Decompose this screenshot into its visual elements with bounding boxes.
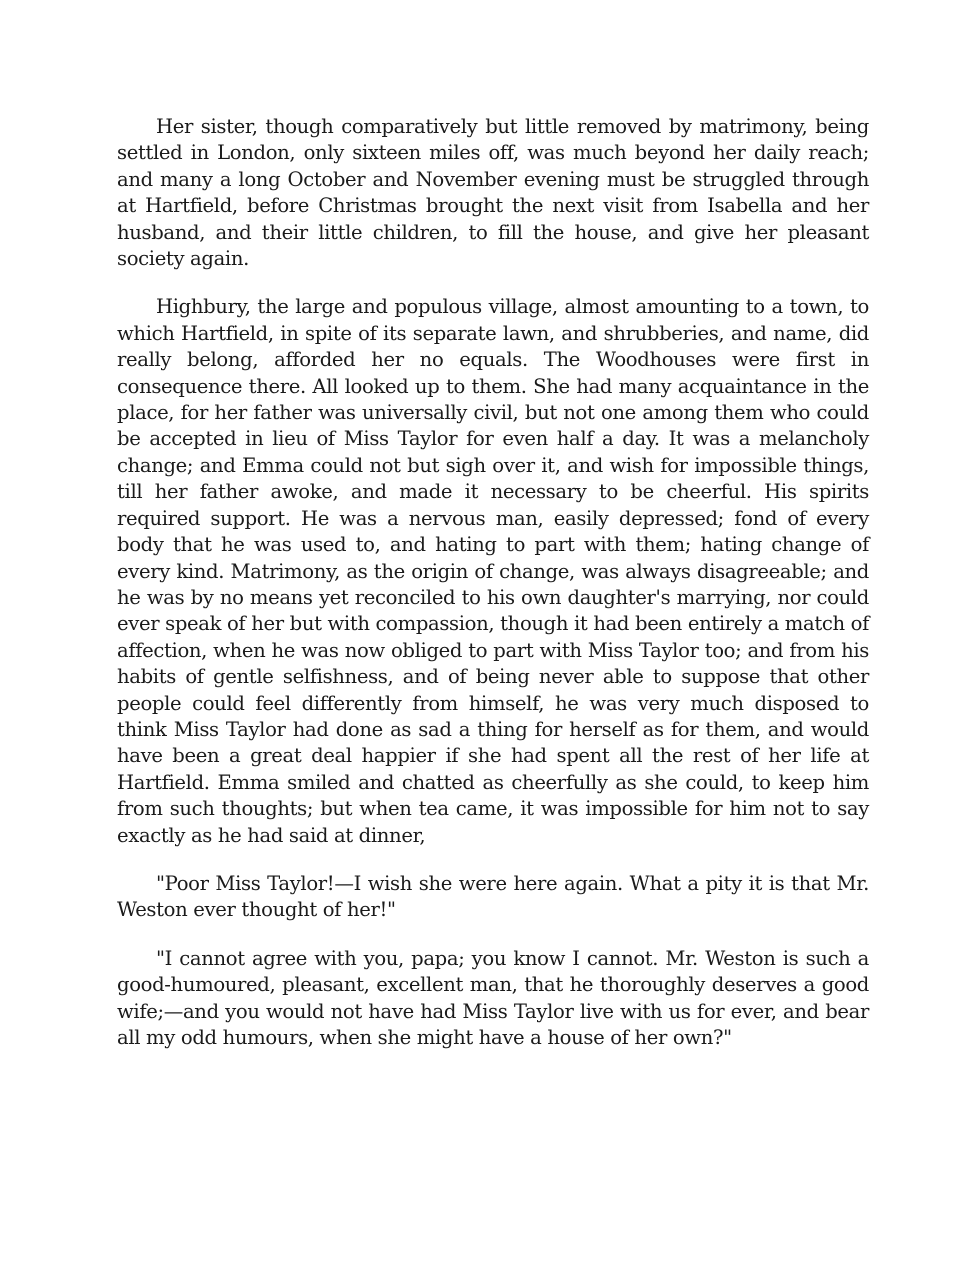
paragraph: Highbury, the large and populous village, almost amounting to a town, to which Hartfield, in spite of its separate lawn, and shrubberies, and name, did really belong, afforded her no equals. The Woodhouses were first in consequence there. All looked up to them. She had many acquaintance in the place, for her father was universally civil, but not one among them who could be accepted in lieu of Miss Taylor for even half a day. It was a melancholy change; and Emma could not but sigh over it, and wish for impossible things, till her father awoke, and made it necessary to be cheerful. His spirits required support. He was a nervous man, easily depressed; fond of every body that he was used to, and hating to part with them; hating change of every kind. Matrimony, as the origin of change, was always disagreeable; and he was by no means yet reconciled to his own daughter's marrying, nor could ever speak of her but with compassion, though it had been entirely a match of affection, when he was now obliged to part with Miss Taylor too; and from his habits of gentle selfishness, and of being never able to suppose that other people could feel differently from himself, he was very much disposed to think Miss Taylor had done as sad a thing for herself as for them, and would have been a great deal happier if she had spent all the rest of her life at Hartfield. Emma smiled and chatted as cheerfully as she could, to keep him from such thoughts; but when tea came, it was impossible for him not to say exactly as he had said at dinner, [117, 295, 869, 847]
document-page [117, 114, 869, 1073]
paragraph: "Poor Miss Taylor!—I wish she were here again. What a pity it is that Mr. Weston ever thought of her!" [117, 871, 869, 922]
paragraph: Her sister, though comparatively but little removed by matrimony, being settled in London, only sixteen miles off, was much beyond her daily reach; and many a long October and November evening must be struggled through at Hartfield, before Christmas brought the next visit from Isabella and her husband, and their little children, to fill the house, and give her pleasant society again. [117, 115, 869, 271]
paragraph: "I cannot agree with you, papa; you know I cannot. Mr. Weston is such a good-humoured, pleasant, excellent man, that he thoroughly deserves a good wife;—and you would not have had Miss Taylor live with us for ever, and bear all my odd humours, when she might have a house of her own?" [117, 946, 869, 1049]
